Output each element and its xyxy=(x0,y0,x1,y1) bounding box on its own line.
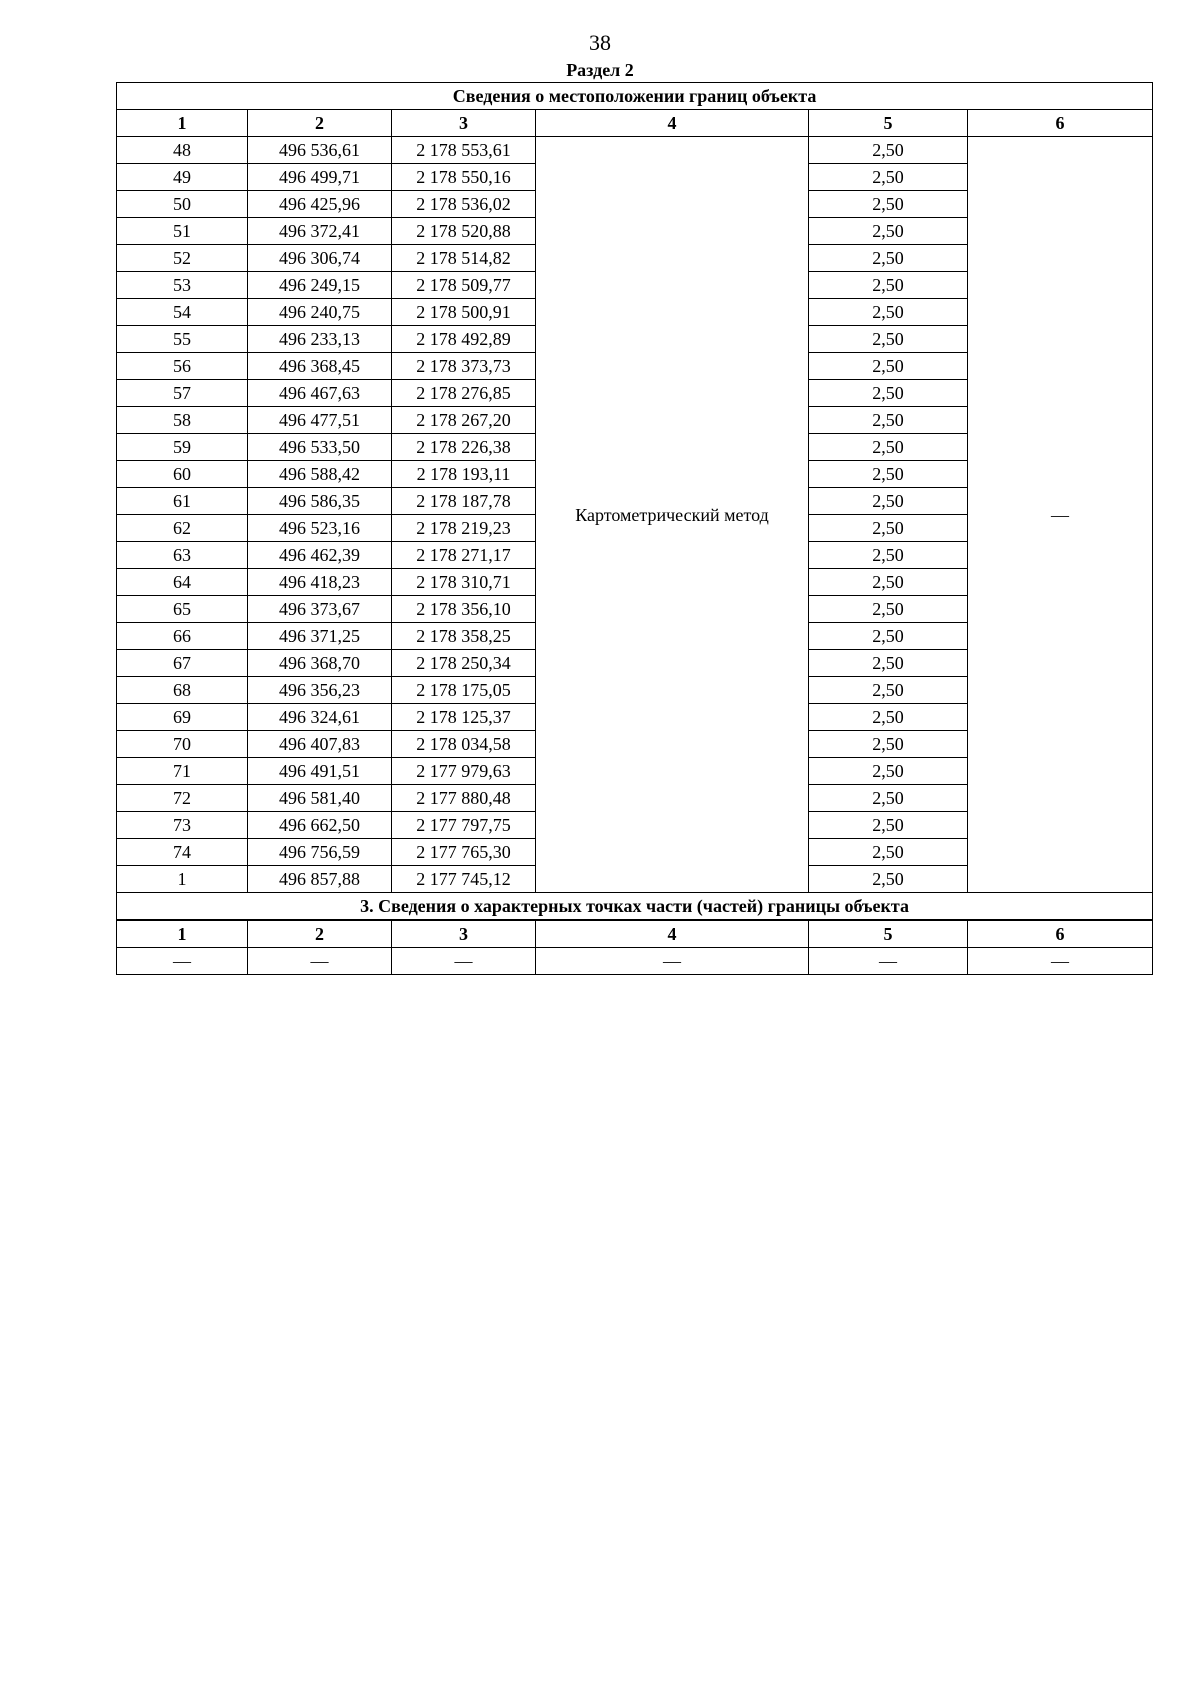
x-coordinate-cell: 496 536,61 xyxy=(248,137,392,164)
table-row xyxy=(117,137,1153,164)
y-coordinate-cell: 2 178 509,77 xyxy=(392,272,536,299)
y-coordinate-cell: 2 178 536,02 xyxy=(392,191,536,218)
y-coordinate-cell: 2 178 271,17 xyxy=(392,542,536,569)
y-coordinate-cell: 2 178 550,16 xyxy=(392,164,536,191)
x-coordinate-cell: 496 462,39 xyxy=(248,542,392,569)
accuracy-cell: 2,50 xyxy=(809,461,968,488)
empty-cell: — xyxy=(248,948,392,975)
y-coordinate-cell: 2 177 880,48 xyxy=(392,785,536,812)
accuracy-cell: 2,50 xyxy=(809,164,968,191)
accuracy-cell: 2,50 xyxy=(809,839,968,866)
y-coordinate-cell: 2 178 520,88 xyxy=(392,218,536,245)
point-number-cell: 52 xyxy=(117,245,248,272)
x-coordinate-cell: 496 491,51 xyxy=(248,758,392,785)
point-number-cell: 55 xyxy=(117,326,248,353)
point-number-cell: 62 xyxy=(117,515,248,542)
accuracy-cell: 2,50 xyxy=(809,353,968,380)
point-number-cell: 51 xyxy=(117,218,248,245)
accuracy-cell: 2,50 xyxy=(809,326,968,353)
point-number-cell: 50 xyxy=(117,191,248,218)
y-coordinate-cell: 2 178 276,85 xyxy=(392,380,536,407)
empty-cell: — xyxy=(117,948,248,975)
point-number-cell: 68 xyxy=(117,677,248,704)
x-coordinate-cell: 496 373,67 xyxy=(248,596,392,623)
x-coordinate-cell: 496 368,70 xyxy=(248,650,392,677)
y-coordinate-cell: 2 178 187,78 xyxy=(392,488,536,515)
column-number: 3 xyxy=(392,920,536,948)
x-coordinate-cell: 496 857,88 xyxy=(248,866,392,893)
column-number: 5 xyxy=(809,920,968,948)
x-coordinate-cell: 496 425,96 xyxy=(248,191,392,218)
point-number-cell: 48 xyxy=(117,137,248,164)
y-coordinate-cell: 2 178 267,20 xyxy=(392,407,536,434)
empty-cell: — xyxy=(536,948,809,975)
parts-caption: 3. Сведения о характерных точках части (частей) границы объекта xyxy=(117,893,1153,921)
column-number: 4 xyxy=(536,920,809,948)
x-coordinate-cell: 496 756,59 xyxy=(248,839,392,866)
boundary-table xyxy=(116,82,1153,975)
y-coordinate-cell: 2 178 226,38 xyxy=(392,434,536,461)
accuracy-cell: 2,50 xyxy=(809,569,968,596)
y-coordinate-cell: 2 178 356,10 xyxy=(392,596,536,623)
accuracy-cell: 2,50 xyxy=(809,299,968,326)
x-coordinate-cell: 496 240,75 xyxy=(248,299,392,326)
accuracy-cell: 2,50 xyxy=(809,812,968,839)
accuracy-cell: 2,50 xyxy=(809,677,968,704)
point-number-cell: 66 xyxy=(117,623,248,650)
point-number-cell: 65 xyxy=(117,596,248,623)
column-number: 3 xyxy=(392,110,536,137)
accuracy-cell: 2,50 xyxy=(809,704,968,731)
x-coordinate-cell: 496 368,45 xyxy=(248,353,392,380)
accuracy-cell: 2,50 xyxy=(809,866,968,893)
column-number: 1 xyxy=(117,920,248,948)
table-caption-row xyxy=(117,83,1153,110)
accuracy-cell: 2,50 xyxy=(809,623,968,650)
point-number-cell: 53 xyxy=(117,272,248,299)
y-coordinate-cell: 2 178 219,23 xyxy=(392,515,536,542)
point-number-cell: 57 xyxy=(117,380,248,407)
section-title: Раздел 2 xyxy=(566,60,634,80)
y-coordinate-cell: 2 177 797,75 xyxy=(392,812,536,839)
accuracy-cell: 2,50 xyxy=(809,488,968,515)
accuracy-cell: 2,50 xyxy=(809,650,968,677)
x-coordinate-cell: 496 233,13 xyxy=(248,326,392,353)
method-cell: Картометрический метод xyxy=(536,137,809,893)
accuracy-cell: 2,50 xyxy=(809,515,968,542)
column-number: 1 xyxy=(117,110,248,137)
point-number-cell: 69 xyxy=(117,704,248,731)
x-coordinate-cell: 496 249,15 xyxy=(248,272,392,299)
table-caption: Сведения о местоположении границ объекта xyxy=(117,83,1153,110)
y-coordinate-cell: 2 178 193,11 xyxy=(392,461,536,488)
x-coordinate-cell: 496 533,50 xyxy=(248,434,392,461)
accuracy-cell: 2,50 xyxy=(809,272,968,299)
y-coordinate-cell: 2 178 358,25 xyxy=(392,623,536,650)
point-number-cell: 70 xyxy=(117,731,248,758)
y-coordinate-cell: 2 178 553,61 xyxy=(392,137,536,164)
boundary-table-body xyxy=(117,83,1153,975)
description-cell: — xyxy=(968,137,1153,893)
x-coordinate-cell: 496 588,42 xyxy=(248,461,392,488)
accuracy-cell: 2,50 xyxy=(809,137,968,164)
y-coordinate-cell: 2 177 745,12 xyxy=(392,866,536,893)
x-coordinate-cell: 496 477,51 xyxy=(248,407,392,434)
empty-cell: — xyxy=(968,948,1153,975)
column-number: 6 xyxy=(968,920,1153,948)
x-coordinate-cell: 496 306,74 xyxy=(248,245,392,272)
y-coordinate-cell: 2 178 514,82 xyxy=(392,245,536,272)
column-number: 4 xyxy=(536,110,809,137)
parts-empty-row xyxy=(117,948,1153,975)
x-coordinate-cell: 496 662,50 xyxy=(248,812,392,839)
x-coordinate-cell: 496 372,41 xyxy=(248,218,392,245)
accuracy-cell: 2,50 xyxy=(809,380,968,407)
y-coordinate-cell: 2 178 175,05 xyxy=(392,677,536,704)
y-coordinate-cell: 2 178 373,73 xyxy=(392,353,536,380)
parts-column-number-row xyxy=(117,920,1153,948)
accuracy-cell: 2,50 xyxy=(809,542,968,569)
accuracy-cell: 2,50 xyxy=(809,758,968,785)
y-coordinate-cell: 2 178 250,34 xyxy=(392,650,536,677)
column-number: 2 xyxy=(248,920,392,948)
point-number-cell: 60 xyxy=(117,461,248,488)
point-number-cell: 49 xyxy=(117,164,248,191)
accuracy-cell: 2,50 xyxy=(809,245,968,272)
x-coordinate-cell: 496 581,40 xyxy=(248,785,392,812)
point-number-cell: 72 xyxy=(117,785,248,812)
y-coordinate-cell: 2 177 979,63 xyxy=(392,758,536,785)
column-number: 2 xyxy=(248,110,392,137)
column-number: 5 xyxy=(809,110,968,137)
accuracy-cell: 2,50 xyxy=(809,731,968,758)
x-coordinate-cell: 496 586,35 xyxy=(248,488,392,515)
point-number-cell: 61 xyxy=(117,488,248,515)
x-coordinate-cell: 496 467,63 xyxy=(248,380,392,407)
x-coordinate-cell: 496 523,16 xyxy=(248,515,392,542)
y-coordinate-cell: 2 178 500,91 xyxy=(392,299,536,326)
point-number-cell: 58 xyxy=(117,407,248,434)
x-coordinate-cell: 496 499,71 xyxy=(248,164,392,191)
point-number-cell: 74 xyxy=(117,839,248,866)
point-number-cell: 71 xyxy=(117,758,248,785)
point-number-cell: 54 xyxy=(117,299,248,326)
accuracy-cell: 2,50 xyxy=(809,218,968,245)
column-number-row xyxy=(117,110,1153,137)
x-coordinate-cell: 496 356,23 xyxy=(248,677,392,704)
y-coordinate-cell: 2 178 034,58 xyxy=(392,731,536,758)
column-number: 6 xyxy=(968,110,1153,137)
accuracy-cell: 2,50 xyxy=(809,191,968,218)
point-number-cell: 63 xyxy=(117,542,248,569)
point-number-cell: 67 xyxy=(117,650,248,677)
y-coordinate-cell: 2 178 310,71 xyxy=(392,569,536,596)
y-coordinate-cell: 2 178 125,37 xyxy=(392,704,536,731)
point-number-cell: 73 xyxy=(117,812,248,839)
empty-cell: — xyxy=(809,948,968,975)
accuracy-cell: 2,50 xyxy=(809,596,968,623)
x-coordinate-cell: 496 407,83 xyxy=(248,731,392,758)
point-number-cell: 1 xyxy=(117,866,248,893)
point-number-cell: 59 xyxy=(117,434,248,461)
accuracy-cell: 2,50 xyxy=(809,785,968,812)
x-coordinate-cell: 496 324,61 xyxy=(248,704,392,731)
x-coordinate-cell: 496 418,23 xyxy=(248,569,392,596)
accuracy-cell: 2,50 xyxy=(809,434,968,461)
point-number-cell: 56 xyxy=(117,353,248,380)
page-number: 38 xyxy=(589,30,611,55)
accuracy-cell: 2,50 xyxy=(809,407,968,434)
y-coordinate-cell: 2 178 492,89 xyxy=(392,326,536,353)
x-coordinate-cell: 496 371,25 xyxy=(248,623,392,650)
y-coordinate-cell: 2 177 765,30 xyxy=(392,839,536,866)
parts-caption-row xyxy=(117,893,1153,921)
empty-cell: — xyxy=(392,948,536,975)
point-number-cell: 64 xyxy=(117,569,248,596)
